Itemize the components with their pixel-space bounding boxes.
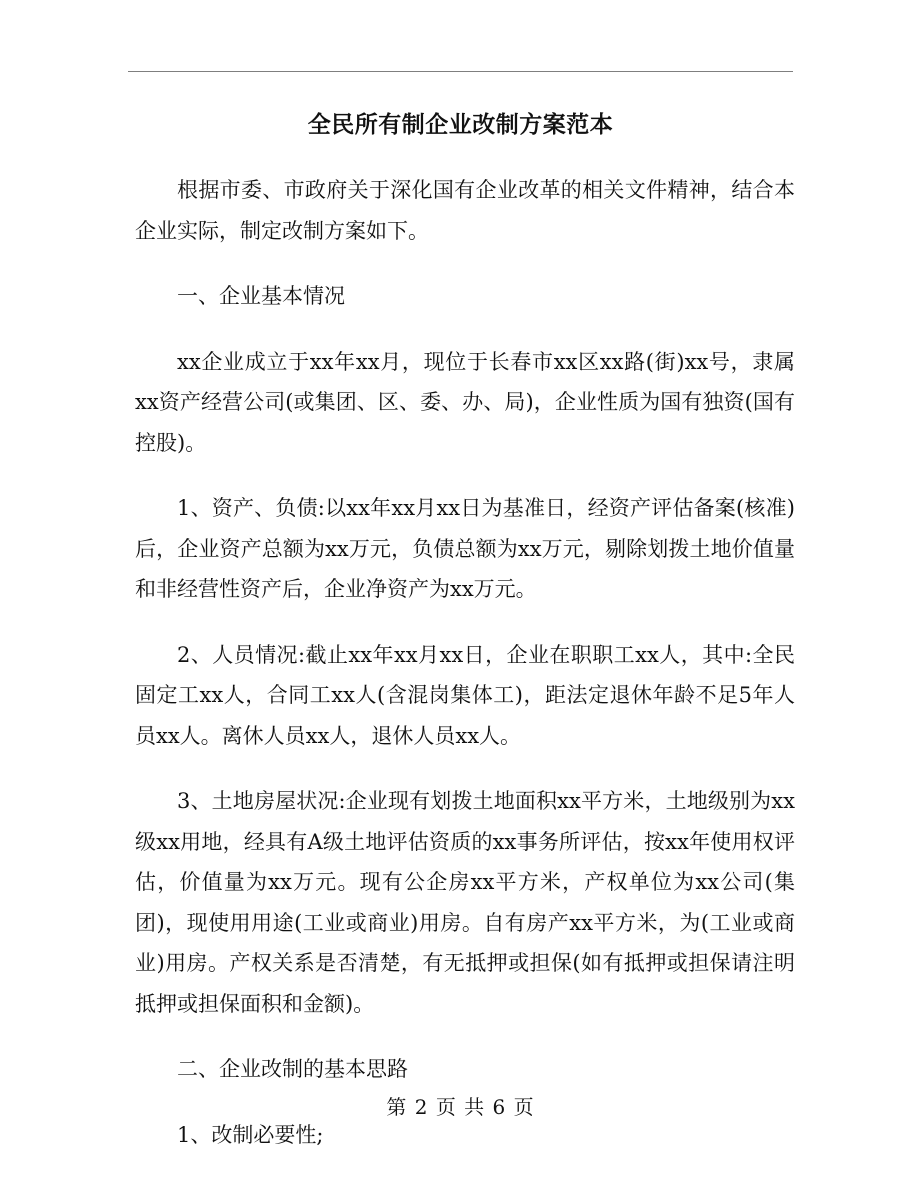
assets-paragraph: 1、资产、负债:以xx年xx月xx日为基准日，经资产评估备案(核准)后，企业资产总额为xx万元，负债总额为xx万元，剔除划拨土地价值量和非经营性资产后，企业净资产为xx万元。 — [135, 496, 795, 601]
intro-paragraph: 根据市委、市政府关于深化国有企业改革的相关文件精神，结合本企业实际，制定改制方案如下。 — [135, 178, 795, 243]
section-heading-1: 一、企业基本情况 — [177, 284, 345, 308]
document-body — [135, 170, 795, 1180]
document-title: 全民所有制企业改制方案范本 — [307, 111, 614, 138]
page-number-footer: 第 2 页 共 6 页 — [386, 1095, 534, 1119]
company-info-paragraph: xx企业成立于xx年xx月，现位于长春市xx区xx路(街)xx号，隶属xx资产经营公司(或集团、区、委、办、局)，企业性质为国有独资(国有控股)。 — [135, 349, 795, 455]
land-housing-paragraph: 3、土地房屋状况:企业现有划拨土地面积xx平方米，土地级别为xx级xx用地，经具有A级土地评估资质的xx事务所评估，按xx年使用权评估，价值量为xx万元。现有公企房xx平方米，产权单位为xx公司(集团)，现使用用途(工业或商业)用房。自有房产xx平方米，为(工业或商业)用房。产权关系是否清楚，有无抵押或担保(如有抵押或担保请注明抵押或担保面积和金额)。 — [135, 789, 795, 1016]
header-divider — [128, 71, 793, 72]
personnel-paragraph: 2、人员情况:截止xx年xx月xx日，企业在职职工xx人，其中:全民固定工xx人，合同工xx人(含混岗集体工)，距法定退休年龄不足5年人员xx人。离休人员xx人，退休人员xx人。 — [135, 642, 795, 748]
necessity-item: 1、改制必要性; — [177, 1122, 324, 1147]
section-heading-2: 二、企业改制的基本思路 — [177, 1057, 408, 1081]
